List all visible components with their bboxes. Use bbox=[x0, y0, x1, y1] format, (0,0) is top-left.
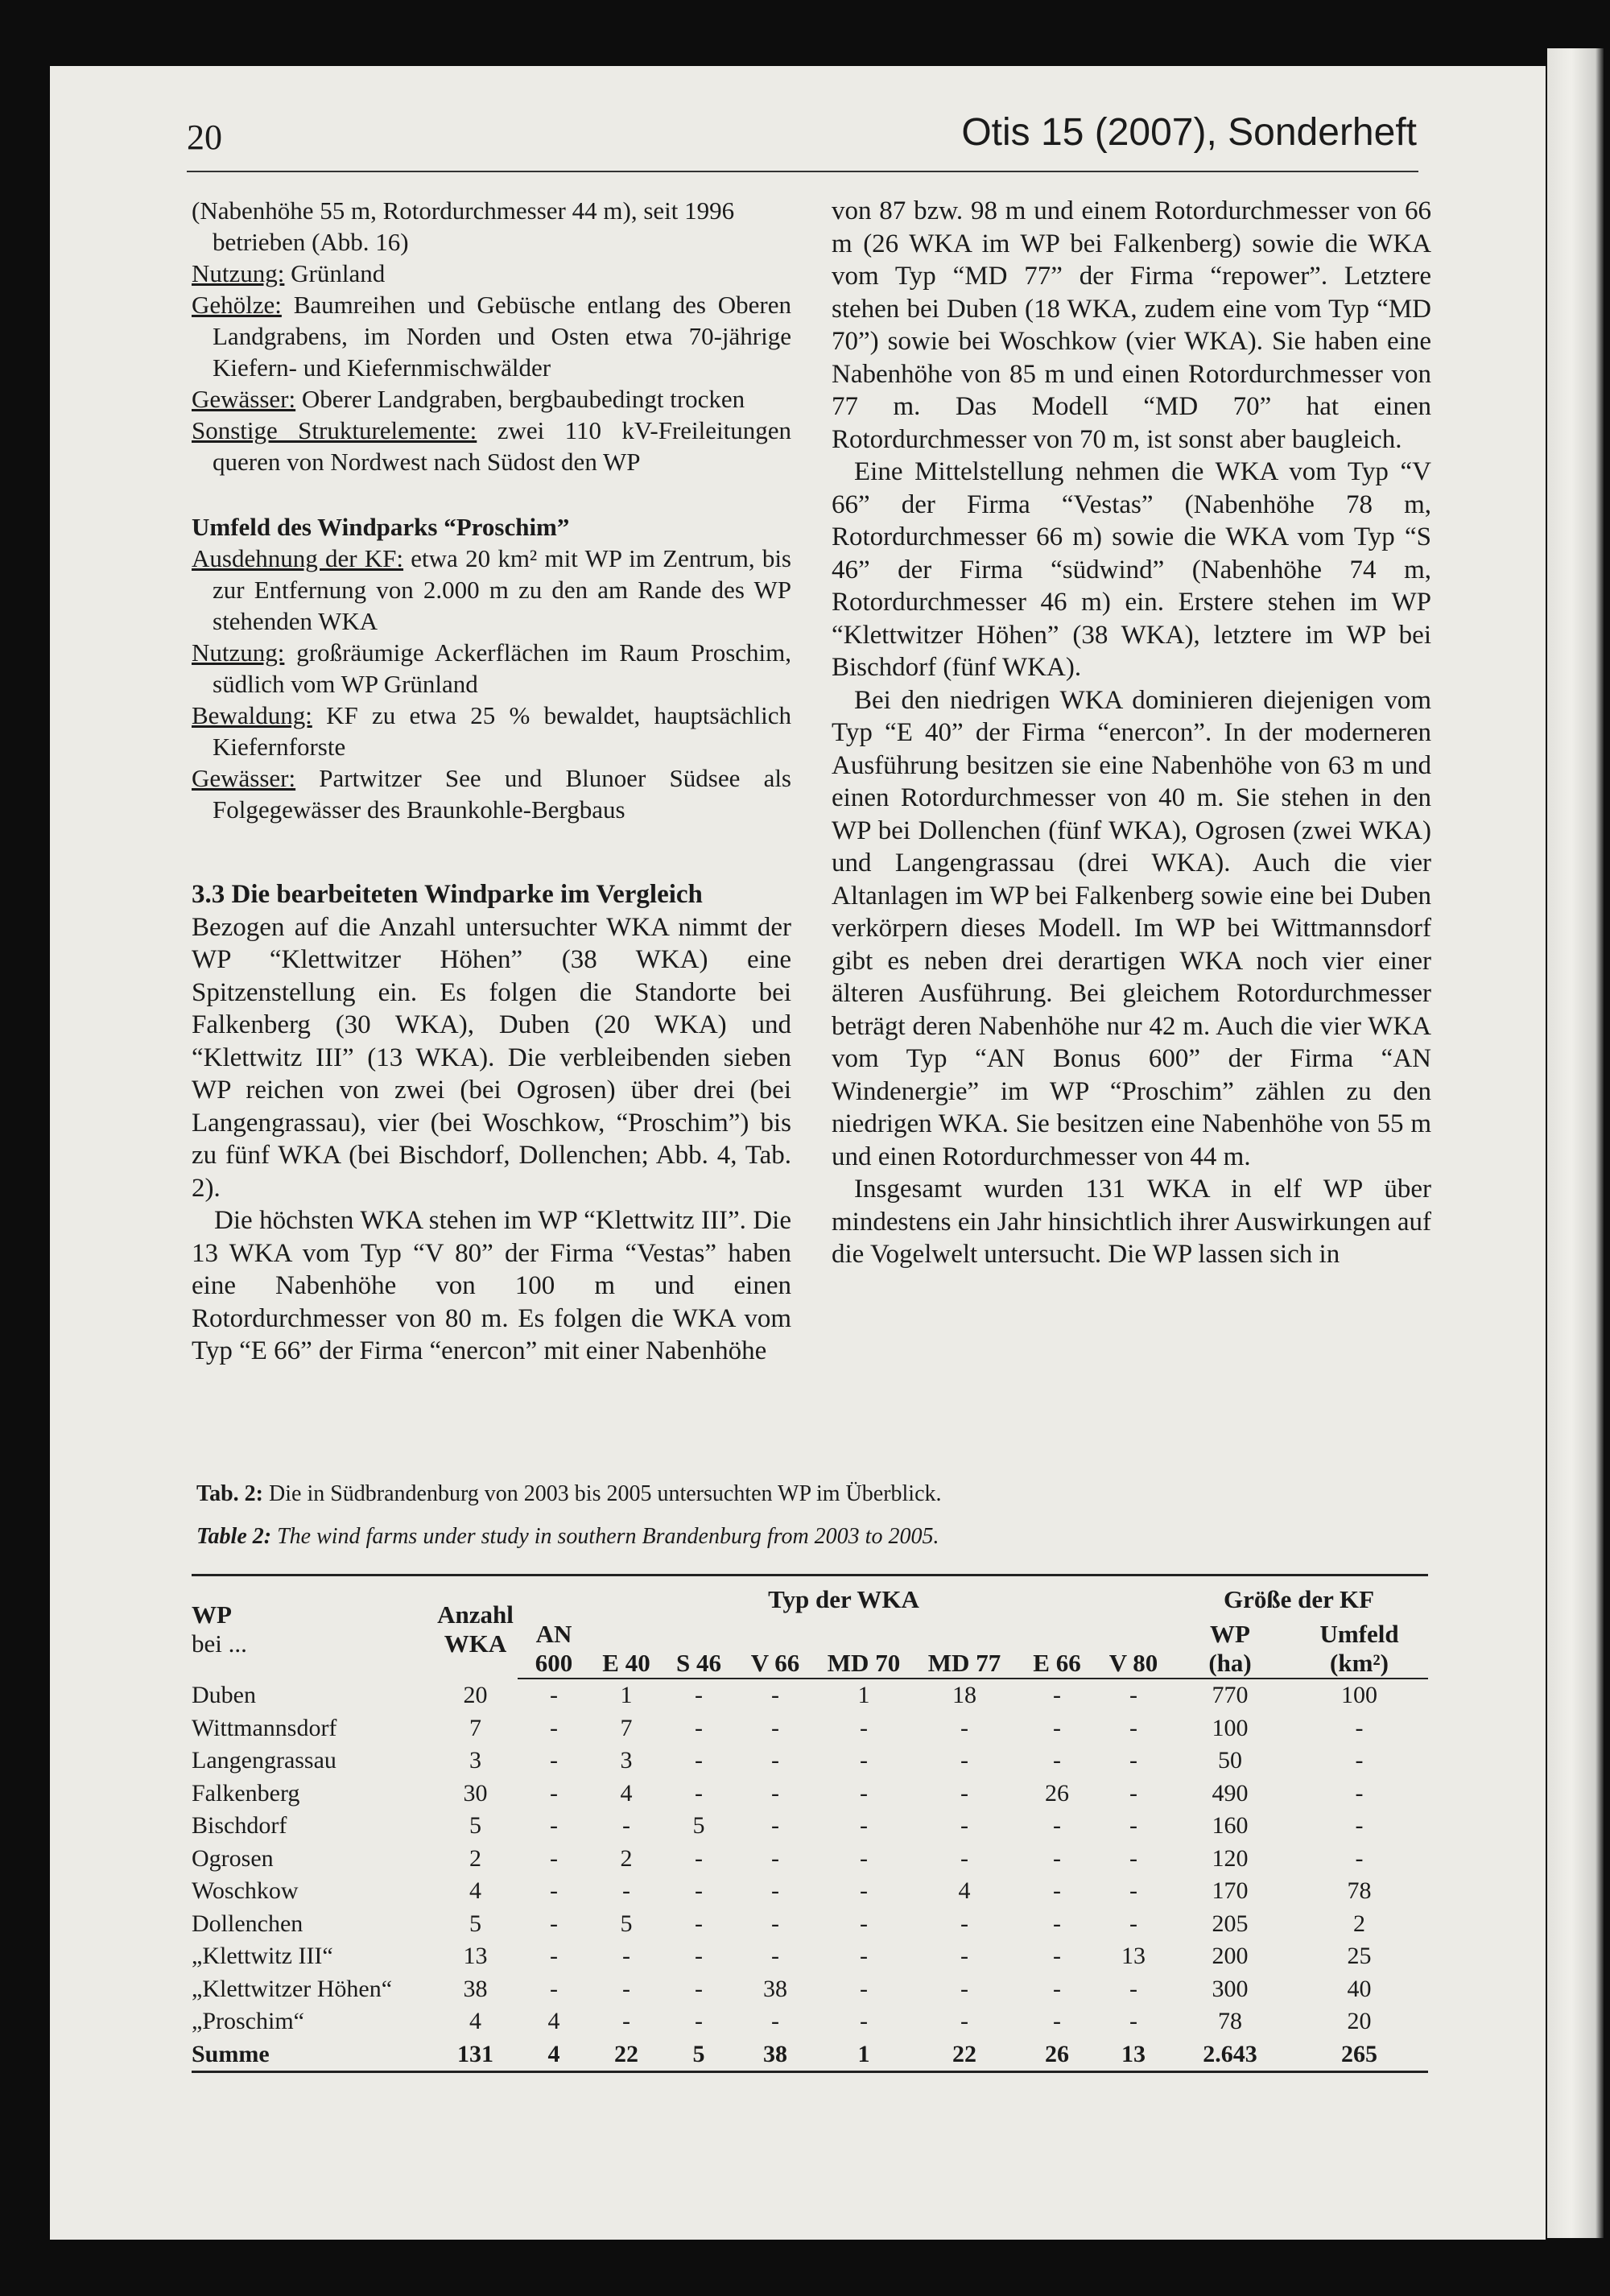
body-paragraph: Bei den niedrigen WKA dominieren diejenigen vom Typ “E 40” der Firma “enercon”. In der moderneren Ausführung besitzen sie eine Nabenhöhe von 63 m und einen Rotordurchmesser von 40 m. Sie stehen in den WP bei Dollenchen (fünf WKA), Ogrosen (zwei WKA) und Langengrassau (drei WKA). Auch die vier Altanlagen im WP bei Falkenberg sowie eine bei Duben verkörpern dieses Modell. Im WP bei Wittmannsdorf gibt es neben drei derartigen WKA noch vier einer älteren Ausführung. Bei gleichem Rotordurchmesser beträgt deren Nabenhöhe nur 42 m. Auch die vier WKA vom Typ “AN Bonus 600” der Firma “AN Windenergie” im WP “Proschim” zählen zu den niedrigen WKA. Sie besitzen eine Nabenhöhe von 55 m und einen Rotordurchmesser von 44 m. bbox=[832, 685, 1431, 1171]
table-cell: - bbox=[860, 1910, 868, 1937]
table-cell-name: Falkenberg bbox=[192, 1779, 300, 1807]
caption-text: The wind farms under study in southern Brandenburg from 2003 to 2005. bbox=[271, 1524, 939, 1549]
table-cell: - bbox=[960, 1747, 968, 1774]
table-cell-name: Summe bbox=[192, 2038, 433, 2072]
header-v80: V 80 bbox=[1097, 1620, 1170, 1679]
table-cell: - bbox=[1053, 1682, 1061, 1709]
table-cell: 100 bbox=[1341, 1682, 1378, 1709]
table-row bbox=[192, 1810, 1428, 1843]
header-umfeld bbox=[1290, 1620, 1428, 1679]
table-cell: - bbox=[960, 1812, 968, 1840]
table-cell: - bbox=[1355, 1747, 1364, 1774]
table-cell: - bbox=[860, 1975, 868, 2002]
nutzung2-label: Nutzung: bbox=[192, 638, 285, 667]
table-cell: 2 bbox=[469, 1844, 481, 1872]
table-cell: 1 bbox=[620, 1682, 633, 1709]
table-cell: 38 bbox=[763, 1975, 787, 2002]
wind-farm-table bbox=[192, 1574, 1428, 2073]
umfeld-heading: Umfeld des Windparks “Proschim” bbox=[192, 513, 570, 541]
table-cell: - bbox=[695, 2008, 703, 2035]
table-cell: - bbox=[1129, 1747, 1137, 1774]
body-paragraph: Insgesamt wurden 131 WKA in elf WP über mindestens ein Jahr hinsichtlich ihrer Auswirkungen auf die Vogelwelt untersucht. Die WP lassen sich in bbox=[832, 1175, 1431, 1269]
gehoelze-text: Baumreihen und Gebüsche entlang des Oberen Landgrabens, im Norden und Osten etwa 70-jährige Kiefern- und Kiefernmischwälder bbox=[213, 291, 791, 382]
table-cell: - bbox=[860, 1747, 868, 1774]
table-cell: 26 bbox=[1017, 2038, 1097, 2072]
table-cell: 40 bbox=[1347, 1975, 1372, 2002]
table-caption-german bbox=[196, 1481, 942, 1507]
table-cell: 18 bbox=[952, 1682, 976, 1709]
table-cell: 20 bbox=[463, 1681, 488, 1708]
table-cell: - bbox=[1129, 1682, 1137, 1709]
table-cell: 265 bbox=[1290, 2038, 1428, 2072]
table-cell: - bbox=[622, 2008, 630, 2035]
table-cell: - bbox=[960, 1910, 968, 1937]
header-typ: Typ der WKA bbox=[768, 1585, 919, 1613]
header-e66: E 66 bbox=[1017, 1620, 1097, 1679]
header-md77: MD 77 bbox=[912, 1620, 1017, 1679]
nutzung2-entry bbox=[192, 637, 791, 700]
nutzung2-text: großräumige Ackerflächen im Raum Proschim, südlich vom WP Grünland bbox=[213, 638, 791, 698]
table-cell: 7 bbox=[620, 1714, 633, 1741]
intro-text bbox=[192, 195, 791, 258]
page-number: 20 bbox=[187, 118, 222, 157]
table-cell: - bbox=[771, 1910, 779, 1937]
table-cell: - bbox=[1129, 1844, 1137, 1872]
table-cell-name: „Klettwitzer Höhen“ bbox=[192, 1975, 393, 2002]
table-cell: 13 bbox=[1121, 1943, 1146, 1970]
table-cell: - bbox=[695, 1975, 703, 2002]
header-wp-text: WP bbox=[192, 1600, 232, 1629]
body-paragraph: Eine Mittelstellung nehmen die WKA vom Typ “V 66” der Firma “Vestas” (Nabenhöhe 78 m, Rotordurchmesser 66 m) sowie die WKA vom Typ “S 46” der Firma “südwind” (Nabenhöhe 74 m, Rotordurchmesser 46 m) ein. Erstere stehen im WP “Klettwitzer Höhen” (38 WKA), letztere im WP bei Bischdorf (fünf WKA). bbox=[832, 457, 1431, 682]
table-cell: 38 bbox=[735, 2038, 815, 2072]
table-cell: - bbox=[860, 1943, 868, 1970]
table-cell: - bbox=[1053, 1844, 1061, 1872]
table-cell-name: Langengrassau bbox=[192, 1747, 336, 1774]
table-cell: 4 bbox=[518, 2038, 590, 2072]
table-cell: 38 bbox=[463, 1975, 488, 2002]
table-cell: - bbox=[1129, 1779, 1137, 1807]
table-cell: 78 bbox=[1347, 1877, 1372, 1905]
table-cell: - bbox=[860, 1844, 868, 1872]
table-cell: 5 bbox=[620, 1910, 633, 1937]
table-cell: - bbox=[695, 1877, 703, 1905]
table-cell: - bbox=[1129, 1910, 1137, 1937]
table-cell: - bbox=[860, 1714, 868, 1741]
table-cell: - bbox=[771, 1779, 779, 1807]
header-600-text: 600 bbox=[535, 1649, 573, 1677]
table-cell: - bbox=[771, 1844, 779, 1872]
table-cell: 2 bbox=[620, 1844, 633, 1872]
table-cell: - bbox=[622, 1943, 630, 1970]
header-v66: V 66 bbox=[735, 1620, 815, 1679]
left-column bbox=[192, 195, 791, 1368]
table-row bbox=[192, 1843, 1428, 1876]
gehoelze-label: Gehölze: bbox=[192, 291, 282, 319]
table-cell-name: „Klettwitz III“ bbox=[192, 1943, 333, 1970]
table-cell: - bbox=[695, 1910, 703, 1937]
table-cell: 5 bbox=[469, 1910, 481, 1937]
table-cell: - bbox=[550, 1943, 558, 1970]
bewaldung-entry bbox=[192, 700, 791, 762]
table-cell-name: Dollenchen bbox=[192, 1910, 303, 1937]
table-cell: - bbox=[860, 1877, 868, 1905]
caption-label: Tab. 2: bbox=[196, 1481, 264, 1506]
table-cell: - bbox=[550, 1747, 558, 1774]
gewaesser2-text: Partwitzer See und Blunoer Südsee als Folgegewässer des Braunkohle-Bergbaus bbox=[213, 764, 791, 824]
table-cell: - bbox=[550, 1812, 558, 1840]
header-wp bbox=[192, 1575, 433, 1679]
table-cell: 5 bbox=[469, 1812, 481, 1840]
table-cell: - bbox=[1129, 1877, 1137, 1905]
table-cell: 120 bbox=[1212, 1844, 1249, 1872]
table-cell: 20 bbox=[1347, 2008, 1372, 2035]
table-cell: 13 bbox=[1097, 2038, 1170, 2072]
table-sum-row bbox=[192, 2038, 1428, 2072]
table-cell-name: Woschkow bbox=[192, 1877, 299, 1905]
table-cell: 4 bbox=[620, 1779, 633, 1807]
nutzung-text: Grünland bbox=[284, 259, 386, 287]
table-cell: - bbox=[1355, 1779, 1364, 1807]
table-cell: - bbox=[550, 1682, 558, 1709]
header-anzahl-text: Anzahl bbox=[437, 1600, 514, 1629]
right-column bbox=[832, 195, 1431, 1271]
table-cell: - bbox=[1053, 1747, 1061, 1774]
sonstige-label: Sonstige Strukturelemente: bbox=[192, 416, 477, 444]
table-cell: 4 bbox=[958, 1877, 971, 1905]
body-paragraph: Bezogen auf die Anzahl untersuchter WKA nimmt der WP “Klettwitzer Höhen” (38 WKA) eine Spitzenstellung ein. Es folgen die Standorte bei Falkenberg (30 WKA), Duben (20 WKA) und “Klettwitz III” (13 WKA). Die verbleibenden sieben WP reichen von zwei (bei Ogrosen) über drei (bei Langengrassau), vier (bei Woschkow, “Proschim”) bis zu fünf WKA (bei Bischdorf, Dollenchen; Abb. 4, Tab. 2). bbox=[192, 912, 791, 1203]
table-cell: - bbox=[771, 1747, 779, 1774]
table-cell: - bbox=[1129, 1975, 1137, 2002]
table-cell: 131 bbox=[433, 2038, 518, 2072]
table-cell: - bbox=[860, 1779, 868, 1807]
intro-line-1: (Nabenhöhe 55 m, Rotordurchmesser 44 m), seit 1996 bbox=[192, 196, 735, 225]
table-cell-name: „Proschim“ bbox=[192, 2008, 304, 2035]
bewaldung-label: Bewaldung: bbox=[192, 701, 312, 729]
table-cell: 4 bbox=[469, 2008, 481, 2035]
table-cell: 78 bbox=[1218, 2008, 1243, 2035]
header-md70: MD 70 bbox=[815, 1620, 912, 1679]
table-row bbox=[192, 1712, 1428, 1745]
table-cell: 1 bbox=[815, 2038, 912, 2072]
table-cell: - bbox=[550, 1779, 558, 1807]
table-body bbox=[192, 1679, 1428, 2072]
nutzung-label: Nutzung: bbox=[192, 259, 285, 287]
table-cell: - bbox=[695, 1682, 703, 1709]
header-bei-text: bei ... bbox=[192, 1629, 247, 1658]
header-s46: S 46 bbox=[663, 1620, 735, 1679]
nutzung-entry bbox=[192, 258, 791, 289]
table-cell: - bbox=[550, 1910, 558, 1937]
table-cell: 30 bbox=[463, 1779, 488, 1807]
table-cell: 5 bbox=[663, 2038, 735, 2072]
table-cell: 490 bbox=[1212, 1779, 1249, 1807]
table-cell: - bbox=[695, 1844, 703, 1872]
table-cell: - bbox=[1129, 2008, 1137, 2035]
table-cell: 50 bbox=[1218, 1747, 1243, 1774]
table-cell: - bbox=[550, 1844, 558, 1872]
sonstige-text: zwei 110 kV-Freileitungen queren von Nordwest nach Südost den WP bbox=[213, 416, 792, 476]
table-cell: - bbox=[771, 1812, 779, 1840]
table-cell: - bbox=[622, 1975, 630, 2002]
table-cell-name: Duben bbox=[192, 1681, 256, 1708]
table-cell: 100 bbox=[1212, 1714, 1249, 1741]
table-cell: - bbox=[1053, 1975, 1061, 2002]
table-cell: - bbox=[960, 1943, 968, 1970]
table-cell: 13 bbox=[463, 1943, 488, 1970]
table-cell: 2 bbox=[1353, 1910, 1366, 1937]
table-cell: 26 bbox=[1045, 1779, 1069, 1807]
header-e40: E 40 bbox=[590, 1620, 663, 1679]
header-rule bbox=[187, 171, 1418, 172]
table-cell: - bbox=[1053, 2008, 1061, 2035]
table-cell: 1 bbox=[857, 1682, 870, 1709]
table-cell: - bbox=[550, 1877, 558, 1905]
table-cell: - bbox=[1053, 1943, 1061, 1970]
gewaesser2-label: Gewässer: bbox=[192, 764, 296, 792]
table-cell: 5 bbox=[692, 1812, 705, 1840]
table-cell: 22 bbox=[590, 2038, 663, 2072]
intro-line-2: betrieben (Abb. 16) bbox=[213, 228, 409, 256]
ausdehnung-text: etwa 20 km² mit WP im Zentrum, bis zur Entfernung von 2.000 m zu den am Rande des WP stehenden WKA bbox=[213, 544, 791, 635]
table-cell: - bbox=[1129, 1714, 1137, 1741]
header-wka-text: WKA bbox=[444, 1629, 507, 1658]
table-cell-name: Bischdorf bbox=[192, 1812, 287, 1840]
header-umfeld-text: Umfeld bbox=[1319, 1620, 1399, 1648]
table-cell: - bbox=[860, 1812, 868, 1840]
table-row bbox=[192, 1778, 1428, 1811]
table-cell: - bbox=[1053, 1877, 1061, 1905]
table-cell: - bbox=[1129, 1812, 1137, 1840]
table-row bbox=[192, 1745, 1428, 1778]
header-wp2-text: WP bbox=[1210, 1620, 1250, 1648]
ausdehnung-entry bbox=[192, 543, 791, 637]
ausdehnung-label: Ausdehnung der KF: bbox=[192, 544, 404, 572]
table-cell: - bbox=[1355, 1844, 1364, 1872]
table-cell: 3 bbox=[469, 1747, 481, 1774]
table-cell: - bbox=[960, 1844, 968, 1872]
gewaesser2-entry bbox=[192, 762, 791, 825]
table-caption-english bbox=[196, 1524, 939, 1550]
table-cell: - bbox=[1053, 1910, 1061, 1937]
table-cell: 7 bbox=[469, 1714, 481, 1741]
gewaesser-entry bbox=[192, 383, 791, 415]
header-an600 bbox=[518, 1620, 590, 1679]
journal-header: Otis 15 (2007), Sonderheft bbox=[961, 111, 1417, 154]
caption-text: Die in Südbrandenburg von 2003 bis 2005 untersuchten WP im Überblick. bbox=[263, 1481, 942, 1506]
header-an-text: AN bbox=[535, 1620, 572, 1648]
header-anzahl bbox=[433, 1575, 518, 1679]
table-cell: - bbox=[771, 1682, 779, 1709]
section-heading: 3.3 Die bearbeiteten Windparke im Vergleich bbox=[192, 880, 703, 909]
table-cell: - bbox=[860, 2008, 868, 2035]
table-cell: - bbox=[771, 1714, 779, 1741]
table-row bbox=[192, 1875, 1428, 1908]
table-cell: - bbox=[1355, 1812, 1364, 1840]
table-cell: - bbox=[960, 1975, 968, 2002]
table-cell-name: Ogrosen bbox=[192, 1844, 274, 1872]
table-cell: 2.643 bbox=[1170, 2038, 1290, 2072]
sonstige-entry bbox=[192, 415, 791, 477]
table-cell: - bbox=[695, 1779, 703, 1807]
table-cell: - bbox=[1053, 1812, 1061, 1840]
table-cell: 205 bbox=[1212, 1910, 1249, 1937]
table-cell: - bbox=[1053, 1714, 1061, 1741]
header-km2-text: (km²) bbox=[1330, 1649, 1389, 1677]
table-cell: - bbox=[960, 2008, 968, 2035]
table-cell: 3 bbox=[620, 1747, 633, 1774]
gehoelze-entry bbox=[192, 289, 791, 383]
table-cell: - bbox=[960, 1779, 968, 1807]
table-cell: - bbox=[1355, 1714, 1364, 1741]
bewaldung-text: KF zu etwa 25 % bewaldet, hauptsächlich Kiefernforste bbox=[213, 701, 791, 761]
table-cell: - bbox=[771, 2008, 779, 2035]
table-row bbox=[192, 1679, 1428, 1712]
table-cell: - bbox=[622, 1877, 630, 1905]
body-paragraph: Die höchsten WKA stehen im WP “Klettwitz III”. Die 13 WKA vom Typ “V 80” der Firma “Vestas” haben eine Nabenhöhe von 100 m und einen Rotordurchmesser von 80 m. Es folgen die WKA vom Typ “E 66” der Firma “enercon” mit einer Nabenhöhe bbox=[192, 1206, 791, 1365]
table-cell: 25 bbox=[1347, 1943, 1372, 1970]
body-paragraph: von 87 bzw. 98 m und einem Rotordurchmesser von 66 m (26 WKA im WP bei Falkenberg) sowie die WKA vom Typ “MD 77” der Firma “repower”. Letztere stehen bei Duben (18 WKA, zudem eine vom Typ “MD 70”) sowie bei Woschkow (vier WKA). Sie haben eine Nabenhöhe von 85 m und einen Rotordurchmesser von 77 m. Das Modell “MD 70” hat einen Rotordurchmesser von 70 m, ist sonst aber baugleich. bbox=[832, 196, 1431, 454]
table-cell: 160 bbox=[1212, 1812, 1249, 1840]
gewaesser-text: Oberer Landgraben, bergbaubedingt trocken bbox=[295, 385, 745, 413]
table-cell: 200 bbox=[1212, 1943, 1249, 1970]
table-row bbox=[192, 1908, 1428, 1941]
table-cell: - bbox=[550, 1714, 558, 1741]
header-ha-text: (ha) bbox=[1208, 1649, 1252, 1677]
table-cell: 170 bbox=[1212, 1877, 1249, 1905]
header-groesse: Größe der KF bbox=[1223, 1585, 1375, 1613]
table-cell: - bbox=[695, 1943, 703, 1970]
table-row bbox=[192, 1940, 1428, 1973]
table-cell: - bbox=[771, 1943, 779, 1970]
table-row bbox=[192, 2005, 1428, 2038]
header-wp-ha bbox=[1170, 1620, 1290, 1679]
table-cell: 770 bbox=[1212, 1682, 1249, 1709]
table-cell: - bbox=[695, 1747, 703, 1774]
caption-label: Table 2: bbox=[196, 1524, 272, 1549]
table-cell: 4 bbox=[469, 1877, 481, 1905]
table-cell: - bbox=[960, 1714, 968, 1741]
table-cell: 22 bbox=[912, 2038, 1017, 2072]
table-cell: 4 bbox=[547, 2008, 560, 2035]
table-cell: - bbox=[550, 1975, 558, 2002]
table-cell: - bbox=[622, 1812, 630, 1840]
table-cell: - bbox=[695, 1714, 703, 1741]
table-row bbox=[192, 1973, 1428, 2006]
table-cell: 300 bbox=[1212, 1975, 1249, 2002]
table-cell: - bbox=[771, 1877, 779, 1905]
gewaesser-label: Gewässer: bbox=[192, 385, 296, 413]
page-edge bbox=[1547, 48, 1604, 2238]
table-cell-name: Wittmannsdorf bbox=[192, 1714, 337, 1741]
